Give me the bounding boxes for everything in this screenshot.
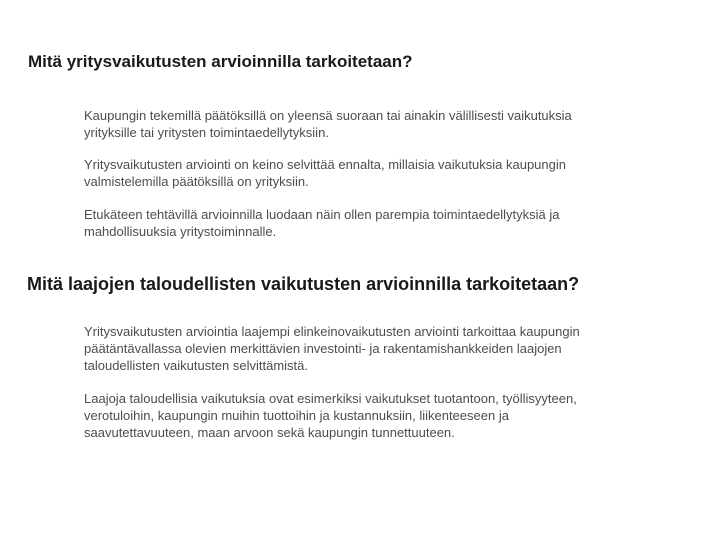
paragraph xyxy=(84,390,684,441)
paragraph-line: Yritysvaikutusten arviointia laajempi elinkeinovaikutusten arviointi tarkoittaa kaupungin xyxy=(84,324,580,339)
section-heading-yritysvaikutukset: Mitä yritysvaikutusten arvioinnilla tarkoitetaan? xyxy=(28,52,413,71)
paragraph xyxy=(84,156,684,190)
paragraph xyxy=(84,107,684,141)
paragraph-line: mahdollisuuksia yritystoiminnalle. xyxy=(84,224,277,239)
paragraph xyxy=(84,206,684,240)
paragraph xyxy=(84,323,684,374)
paragraph-line: saavutettavuuteen, maan arvoon sekä kaupungin tunnettuuteen. xyxy=(84,425,455,440)
section-heading-taloudelliset-vaikutukset: Mitä laajojen taloudellisten vaikutusten arvioinnilla tarkoitetaan? xyxy=(27,274,580,294)
paragraph-line: Etukäteen tehtävillä arvioinnilla luodaan näin ollen parempia toimintaedellytyksiä ja xyxy=(84,207,560,222)
paragraph-line: Laajoja taloudellisia vaikutuksia ovat esimerkiksi vaikutukset tuotantoon, työllisyyteen, xyxy=(84,391,577,406)
paragraph-line: Kaupungin tekemillä päätöksillä on yleensä suoraan tai ainakin välillisesti vaikutuksia xyxy=(84,108,572,123)
paragraph-line: päätäntävallassa olevien merkittävien investointi- ja rakentamishankkeiden laajojen xyxy=(84,341,562,356)
paragraph-line: valmistelemilla päätöksillä on yrityksiin. xyxy=(84,174,309,189)
paragraph-line: Yritysvaikutusten arviointi on keino selvittää ennalta, millaisia vaikutuksia kaupungin xyxy=(84,157,566,172)
paragraph-line: verotuloihin, kaupungin muihin tuottoihin ja kustannuksiin, liikenteeseen ja xyxy=(84,408,509,423)
paragraph-line: yrityksille tai yritysten toimintaedellytyksiin. xyxy=(84,125,329,140)
paragraph-line: taloudellisten vaikutusten selvittämistä. xyxy=(84,358,309,373)
